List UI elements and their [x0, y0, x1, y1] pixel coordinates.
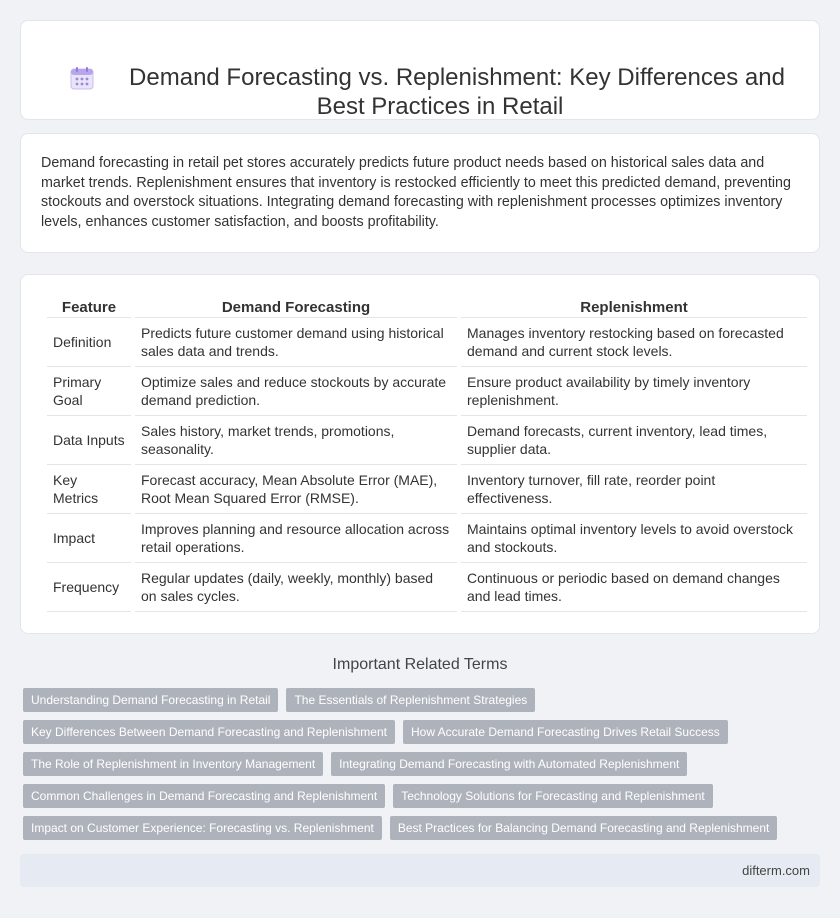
- demand-forecasting-cell: Forecast accuracy, Mean Absolute Error (MAE), Root Mean Squared Error (RMSE).: [135, 465, 457, 514]
- related-terms-row: [23, 752, 687, 776]
- demand-forecasting-cell: Predicts future customer demand using historical sales data and trends.: [135, 318, 457, 367]
- related-terms-row: [23, 688, 535, 712]
- table-row: [47, 465, 807, 514]
- related-terms-row: [23, 720, 728, 744]
- intro-card: [20, 133, 820, 253]
- related-terms-heading: Important Related Terms: [332, 656, 508, 673]
- title-card: [20, 20, 820, 120]
- related-term-link[interactable]: Common Challenges in Demand Forecasting and Replenishment: [23, 784, 385, 808]
- footer: [20, 854, 820, 887]
- replenishment-cell: Manages inventory restocking based on forecasted demand and current stock levels.: [461, 318, 807, 367]
- comparison-table: [43, 297, 811, 612]
- related-terms-row: [23, 784, 713, 808]
- demand-forecasting-cell: Regular updates (daily, weekly, monthly) based on sales cycles.: [135, 563, 457, 612]
- header-feature: Feature: [47, 297, 131, 318]
- feature-cell: Frequency: [47, 563, 131, 612]
- intro-paragraph: Demand forecasting in retail pet stores accurately predicts future product needs based on historical sales data and market trends. Replenishment ensures that inventory is restocked efficiently to meet this predicted demand, preventing stockouts and overstock situations. Integrating demand forecasting with replenishment processes optimizes inventory levels, enhances customer satisfaction, and boosts profitability.: [41, 155, 791, 230]
- feature-cell: Key Metrics: [47, 465, 131, 514]
- table-header-row: [47, 297, 807, 318]
- comparison-card: [20, 274, 820, 634]
- replenishment-cell: Continuous or periodic based on demand changes and lead times.: [461, 563, 807, 612]
- table-row: [47, 563, 807, 612]
- feature-cell: Definition: [47, 318, 131, 367]
- replenishment-cell: Ensure product availability by timely inventory replenishment.: [461, 367, 807, 416]
- table-row: [47, 318, 807, 367]
- replenishment-cell: Demand forecasts, current inventory, lead times, supplier data.: [461, 416, 807, 465]
- page-title: Demand Forecasting vs. Replenishment: Key Differences and Best Practices in Retail: [129, 64, 785, 120]
- related-term-link[interactable]: Understanding Demand Forecasting in Retail: [23, 688, 278, 712]
- related-term-link[interactable]: The Essentials of Replenishment Strategies: [286, 688, 535, 712]
- footer-site-link[interactable]: difterm.com: [742, 863, 810, 878]
- related-term-link[interactable]: Impact on Customer Experience: Forecasting vs. Replenishment: [23, 816, 382, 840]
- demand-forecasting-cell: Sales history, market trends, promotions, seasonality.: [135, 416, 457, 465]
- related-term-link[interactable]: Integrating Demand Forecasting with Automated Replenishment: [331, 752, 687, 776]
- demand-forecasting-cell: Improves planning and resource allocation across retail operations.: [135, 514, 457, 563]
- replenishment-cell: Inventory turnover, fill rate, reorder point effectiveness.: [461, 465, 807, 514]
- related-term-link[interactable]: Key Differences Between Demand Forecasting and Replenishment: [23, 720, 395, 744]
- demand-forecasting-cell: Optimize sales and reduce stockouts by accurate demand prediction.: [135, 367, 457, 416]
- header-demand-forecasting: Demand Forecasting: [135, 297, 457, 318]
- feature-cell: Data Inputs: [47, 416, 131, 465]
- related-term-link[interactable]: Best Practices for Balancing Demand Forecasting and Replenishment: [390, 816, 778, 840]
- related-terms-row: [23, 816, 777, 840]
- table-row: [47, 514, 807, 563]
- related-term-link[interactable]: How Accurate Demand Forecasting Drives Retail Success: [403, 720, 728, 744]
- feature-cell: Impact: [47, 514, 131, 563]
- replenishment-cell: Maintains optimal inventory levels to avoid overstock and stockouts.: [461, 514, 807, 563]
- related-term-link[interactable]: Technology Solutions for Forecasting and Replenishment: [393, 784, 713, 808]
- related-term-link[interactable]: The Role of Replenishment in Inventory Management: [23, 752, 323, 776]
- table-row: [47, 416, 807, 465]
- table-row: [47, 367, 807, 416]
- header-replenishment: Replenishment: [461, 297, 807, 318]
- feature-cell: Primary Goal: [47, 367, 131, 416]
